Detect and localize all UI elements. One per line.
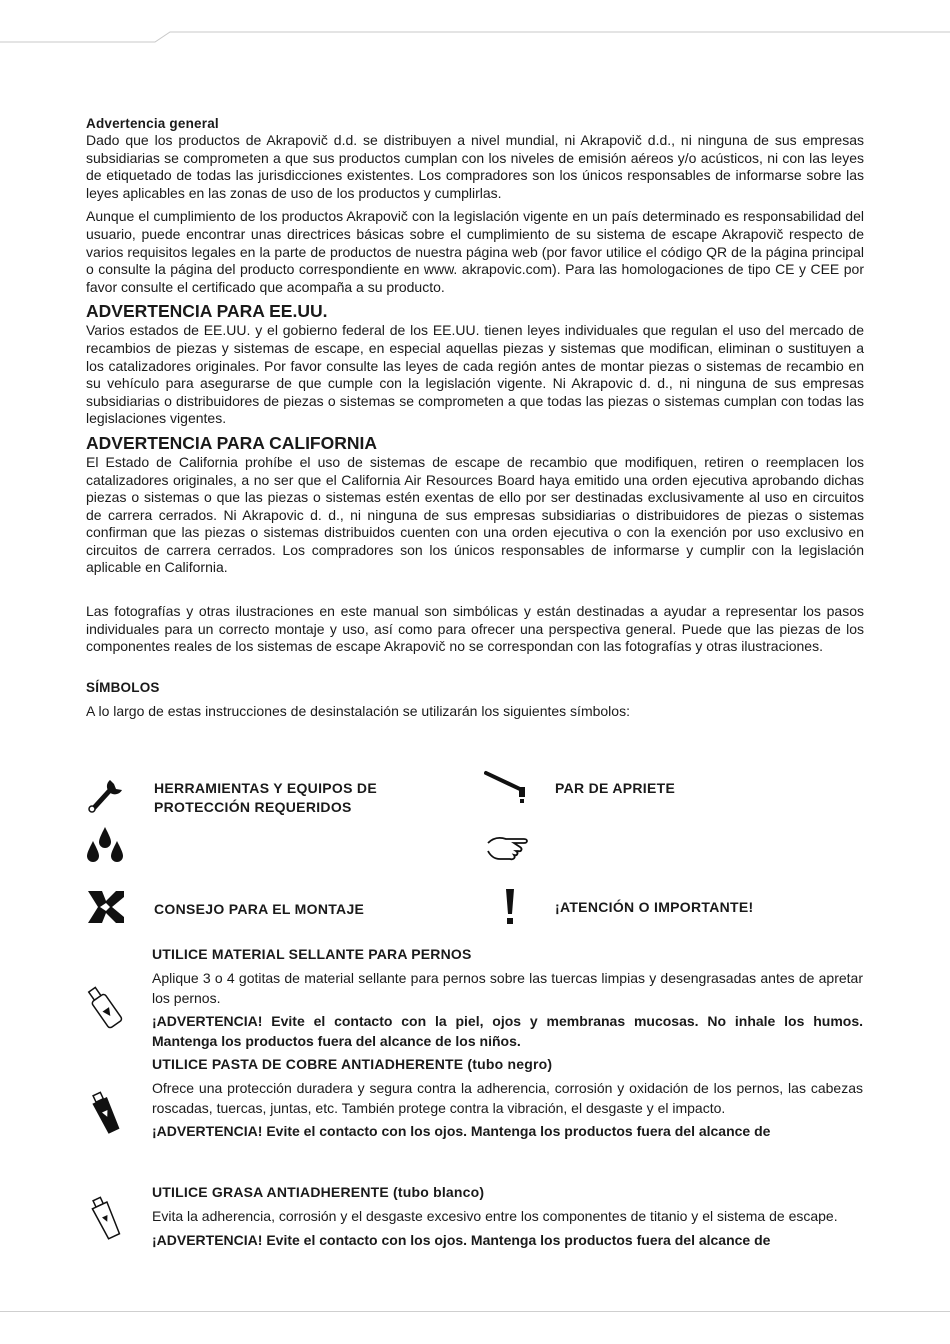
sealant-bottle-icon <box>85 983 127 1033</box>
exclamation-icon <box>502 888 518 926</box>
photos-disclaimer: Las fotografías y otras ilustraciones en este manual son simbólicas y están destinadas a ayudar a representar los pasos individuales para un correcto montaje y uso, así como para ofrecer una perspectiva general. Puede que las piezas de los componentes reales de los sistemas de escape Akrapovič no se correspondan con las fotografías y otras ilustraciones. <box>86 603 864 655</box>
sealant-block <box>152 945 863 1051</box>
torque-label: PAR DE APRIETE <box>555 780 676 796</box>
sealant-warning: ¡ADVERTENCIA! Evite el contacto con la piel, ojos y membranas mucosas. No inhale los humos. Mantenga los productos fuera del alcance de los niños. <box>152 1013 863 1049</box>
torque-wrench-icon <box>484 770 530 806</box>
copper-paste-block <box>152 1055 863 1142</box>
california-warning-title: ADVERTENCIA PARA CALIFORNIA <box>86 432 378 453</box>
california-warning-text: El Estado de California prohíbe el uso de sistemas de escape de recambio que modifiquen, retiren o reemplacen los catalizadores originales, a no ser que el California Air Resources Board haya emitido una orden ejecutiva aprobando dichas piezas o sistemas o que las piezas o sistemas estén exentas de ello por ser destinadas exclusivamente al uso en circuitos de carrera cerrados. Ni Akrapovic d. d., ni ninguna de sus empresas subsidiarias o distribuidores de piezas o sistemas confirman que las piezas o sistemas distribuidos cuenten con una orden ejecutiva o con la exención por uso exclusivo en circuitos de carrera cerrados. Los compradores son los únicos responsables de informarse y cumplir con la legislación aplicable en California. <box>86 453 864 576</box>
usa-warning-title: ADVERTENCIA PARA EE.UU. <box>86 301 328 322</box>
copper-text: Ofrece una protección duradera y segura contra la adherencia, corrosión y oxidación de los pernos, las cabezas roscadas, tuercas, juntas, etc. También protege contra la vibración, el desgaste y el impacto. <box>152 1080 863 1116</box>
drops-icon <box>85 825 125 865</box>
grease-warning: ¡ADVERTENCIA! Evite el contacto con los ojos. Mantenga los productos fuera del alcance de <box>152 1231 771 1248</box>
general-warning-paragraph-2: Aunque el cumplimiento de los productos Akrapovič con la legislación vigente en un país determinado es responsabilidad del usuario, puede encontrar unas directrices básicas sobre el cumplimiento de su sistema de escape Akrapovič respecto de varios requisitos legales en la parte de productos de nuestra página web (por favor utilice el código QR de la página principal o consulte la página del producto correspondiente en www. akrapovic.com). Para las homologaciones de tipo CE y CEE por favor consulte el certificado que acompaña a su producto. <box>86 208 864 295</box>
sealant-text: Aplique 3 o 4 gotitas de material sellante para pernos sobre las tuercas limpias y desengrasadas antes de apretar los pernos. <box>152 970 863 1006</box>
tools-label: HERRAMIENTAS Y EQUIPOS DE PROTECCIÓN REQUERIDOS <box>154 780 377 815</box>
main-content <box>86 115 864 720</box>
akrapovic-logo-icon <box>86 889 126 925</box>
tip-label: CONSEJO PARA EL MONTAJE <box>154 901 365 917</box>
copper-title: UTILICE PASTA DE COBRE ANTIADHERENTE (tubo negro) <box>152 1056 553 1072</box>
general-warning-title: Advertencia general <box>86 116 219 131</box>
wrench-icon <box>86 774 126 814</box>
grease-text: Evita la adherencia, corrosión y el desgaste excesivo entre los componentes de titanio y el sistema de escape. <box>152 1208 838 1224</box>
symbols-intro: A lo largo de estas instrucciones de desinstalación se utilizarán los siguientes símbolos: <box>86 702 630 719</box>
white-tube-icon <box>88 1196 124 1242</box>
usa-warning-text: Varios estados de EE.UU. y el gobierno federal de los EE.UU. tienen leyes individuales que regulan el uso del mercado de recambios de piezas y sistemas de escape, en especial aquellas piezas y sistemas que modifican, eliminan o sustituyen a los catalizadores originales. Por favor consulte las leyes de cada región antes de montar piezas o sistemas de recambio en su vehículo para asegurarse de que cumple con la legislación vigente. Ni Akrapovic d. d., ni ninguna de sus empresas subsidiarias o distribuidores de piezas o sistemas se comprometen a que todas las piezas o sistemas cumplan con todas las legislaciones vigentes. <box>86 322 864 427</box>
sealant-title: UTILICE MATERIAL SELLANTE PARA PERNOS <box>152 946 472 962</box>
footer-line <box>0 1311 950 1312</box>
attention-label: ¡ATENCIÓN O IMPORTANTE! <box>555 899 754 915</box>
symbols-title: SÍMBOLOS <box>86 679 160 695</box>
header-line <box>0 0 950 45</box>
black-tube-icon <box>88 1091 124 1137</box>
general-warning-paragraph-1: Dado que los productos de Akrapovič d.d. se distribuyen a nivel mundial, ni Akrapovič d.d., ni ninguna de sus empresas subsidiarias se comprometen a que sus productos cumplan con los niveles de emisión aéreos y/o acústicos, ni con las leyes de etiquetado de todas las jurisdicciones existentes. Los compradores son los únicos responsables de informarse sobre las leyes aplicables en las zonas de uso de los productos y cumplirlas. <box>86 132 864 201</box>
hand-icon <box>486 833 530 863</box>
grease-block <box>152 1183 863 1250</box>
copper-warning: ¡ADVERTENCIA! Evite el contacto con los ojos. Mantenga los productos fuera del alcance de <box>152 1123 771 1139</box>
grease-title: UTILICE GRASA ANTIADHERENTE (tubo blanco) <box>152 1184 485 1200</box>
